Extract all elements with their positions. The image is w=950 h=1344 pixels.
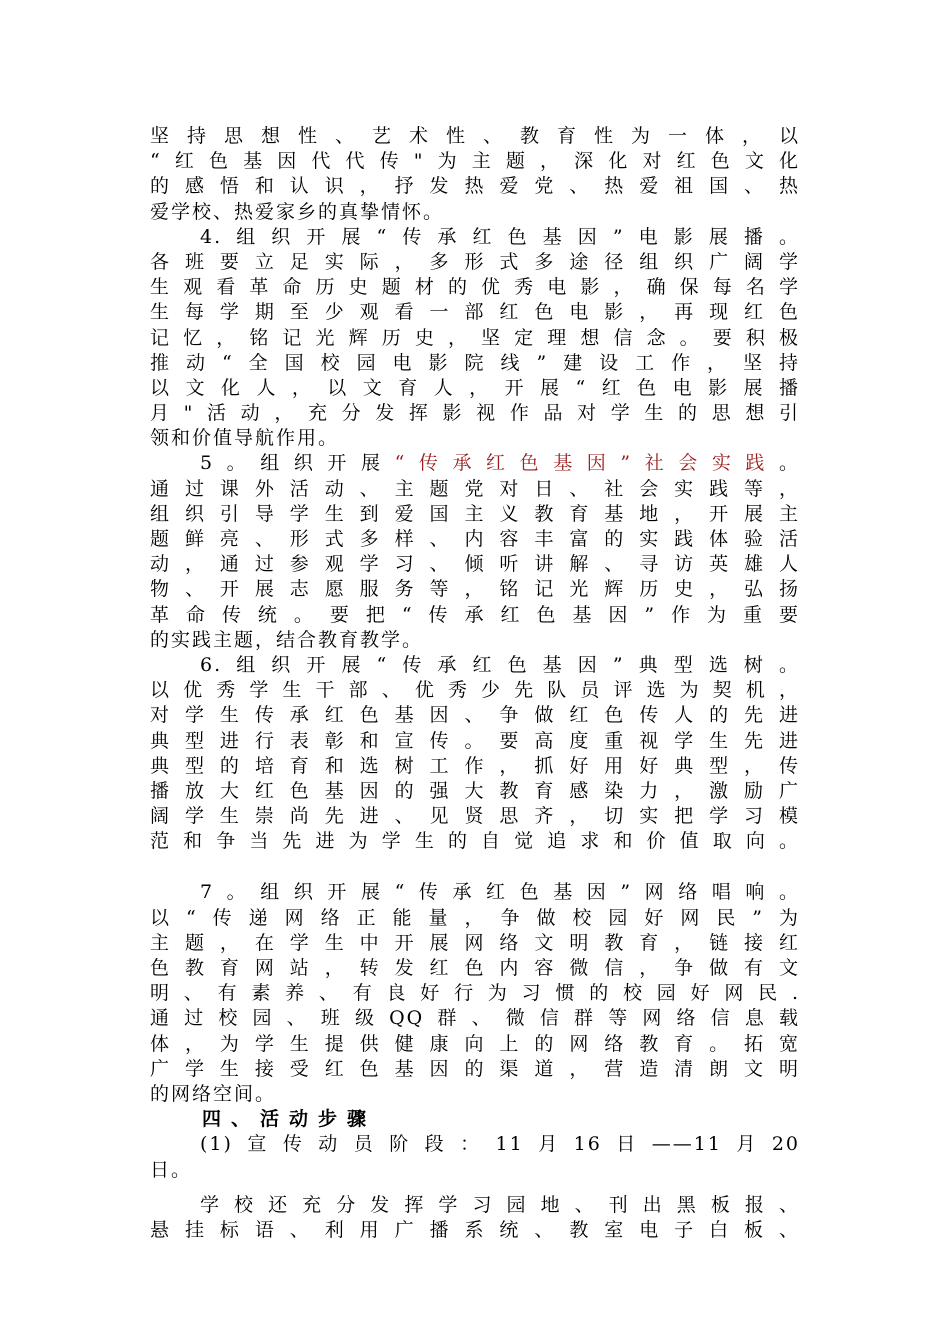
stage-title: (1)宣传动员阶段：11月16日——11月20 bbox=[200, 1133, 800, 1156]
text-line: 范和争当先进为学生的自觉追求和价值取向。 bbox=[150, 830, 800, 853]
text-line: 的感悟和认识，抒发热爱党、热爱祖国、热 bbox=[150, 175, 800, 198]
text-line: 组织引导学生到爱国主义教育基地，开展主 bbox=[150, 502, 800, 525]
text-line: 典型进行表彰和宣传。要高度重视学生先进 bbox=[150, 729, 800, 752]
text-line: 以优秀学生干部、优秀少先队员评选为契机， bbox=[150, 679, 800, 702]
paragraph-7 bbox=[150, 880, 800, 1107]
text-line: 对学生传承红色基因、争做红色传人的先进 bbox=[150, 704, 800, 727]
text-line: 悬挂标语、利用广播系统、教室电子白板、 bbox=[150, 1218, 800, 1241]
paragraph-4 bbox=[150, 225, 800, 452]
text-line: 以“传递网络正能量，争做校园好网民”为 bbox=[150, 906, 800, 929]
paragraph-intro bbox=[150, 124, 800, 225]
paragraph-5 bbox=[150, 451, 800, 653]
text-line: 生观看革命历史题材的优秀电影，确保每名学 bbox=[150, 276, 800, 299]
text-line: 典型的培育和选树工作，抓好用好典型，传 bbox=[150, 754, 800, 777]
text-line: 革命传统。要把“传承红色基因”作为重要 bbox=[150, 603, 800, 626]
item-heading-6: 6.组织开展“传承红色基因”典型选树。 bbox=[200, 653, 800, 676]
text-line: 坚持思想性、艺术性、教育性为一体，以 bbox=[150, 125, 800, 147]
text-line: 爱学校、热爱家乡的真挚情怀。 bbox=[150, 200, 445, 223]
item-heading-7: 7。组织开展“传承红色基因”网络唱响。 bbox=[200, 881, 800, 904]
text-line: 主题，在学生中开展网络文明教育，链接红 bbox=[150, 931, 800, 954]
text-line: 推动“全国校园电影院线”建设工作，坚持 bbox=[150, 351, 800, 374]
text-line: 播放大红色基因的强大教育感染力，激励广 bbox=[150, 779, 800, 802]
text-line: 明、有素养、有良好行为习惯的校园好网民. bbox=[150, 982, 800, 1005]
text-line: 通过校园、班级QQ群、微信群等网络信息载 bbox=[150, 1007, 800, 1030]
text-line: 体，为学生提供健康向上的网络教育。拓宽 bbox=[150, 1032, 800, 1055]
stage-1 bbox=[150, 1132, 800, 1182]
paragraph-last bbox=[150, 1193, 800, 1243]
text-line: 月"活动，充分发挥影视作品对学生的思想引 bbox=[150, 402, 800, 425]
text-line: 广学生接受红色基因的渠道，营造清朗文明 bbox=[150, 1057, 800, 1080]
text-line: 物、开展志愿服务等，铭记光辉历史，弘扬 bbox=[150, 578, 800, 601]
item-heading-5 bbox=[150, 451, 800, 476]
paragraph-gap bbox=[150, 854, 800, 880]
section-heading-4: 四、活动步骤 bbox=[202, 1108, 377, 1131]
text-line: “红色基因代代传"为主题，深化对红色文化 bbox=[150, 150, 800, 173]
text-line: 记忆，铭记光辉历史，坚定理想信念。要积极 bbox=[150, 326, 800, 349]
text-line: 领和价值导航作用。 bbox=[150, 427, 340, 450]
text-line: 通过课外活动、主题党对日、社会实践等， bbox=[150, 477, 800, 500]
text-line: 生每学期至少观看一部红色电影，再现红色 bbox=[150, 301, 800, 324]
text-line: 日。 bbox=[150, 1158, 193, 1181]
text-line: 的网络空间。 bbox=[150, 1082, 277, 1105]
text-line: 各班要立足实际，多形式多途径组织广阔学 bbox=[150, 250, 800, 273]
text-line: 动，通过参观学习、倾听讲解、寻访英雄人 bbox=[150, 553, 800, 576]
item-heading-4: 4.组织开展“传承红色基因”电影展播。 bbox=[200, 225, 800, 248]
text-line: 以文化人，以文育人，开展“红色电影展播 bbox=[150, 376, 800, 399]
paragraph-6 bbox=[150, 653, 800, 855]
paragraph-gap bbox=[150, 1183, 800, 1193]
highlighted-title: “传承红色基因”社会实践 bbox=[394, 452, 779, 475]
text-line: 色教育网站，转发红色内容微信，争做有文 bbox=[150, 957, 800, 979]
heading-suffix: 。 bbox=[778, 452, 800, 475]
text-line: 题鲜亮、形式多样、内容丰富的实践体验活 bbox=[150, 528, 800, 550]
text-line: 的实践主题，结合教育教学。 bbox=[150, 628, 424, 651]
text-line: 学校还充分发挥学习园地、刊出黑板报、 bbox=[200, 1193, 800, 1216]
text-line: 阔学生崇尚先进、见贤思齐，切实把学习模 bbox=[150, 805, 800, 828]
document-page bbox=[150, 124, 800, 1243]
heading-prefix: 5。组织开展 bbox=[200, 452, 395, 475]
